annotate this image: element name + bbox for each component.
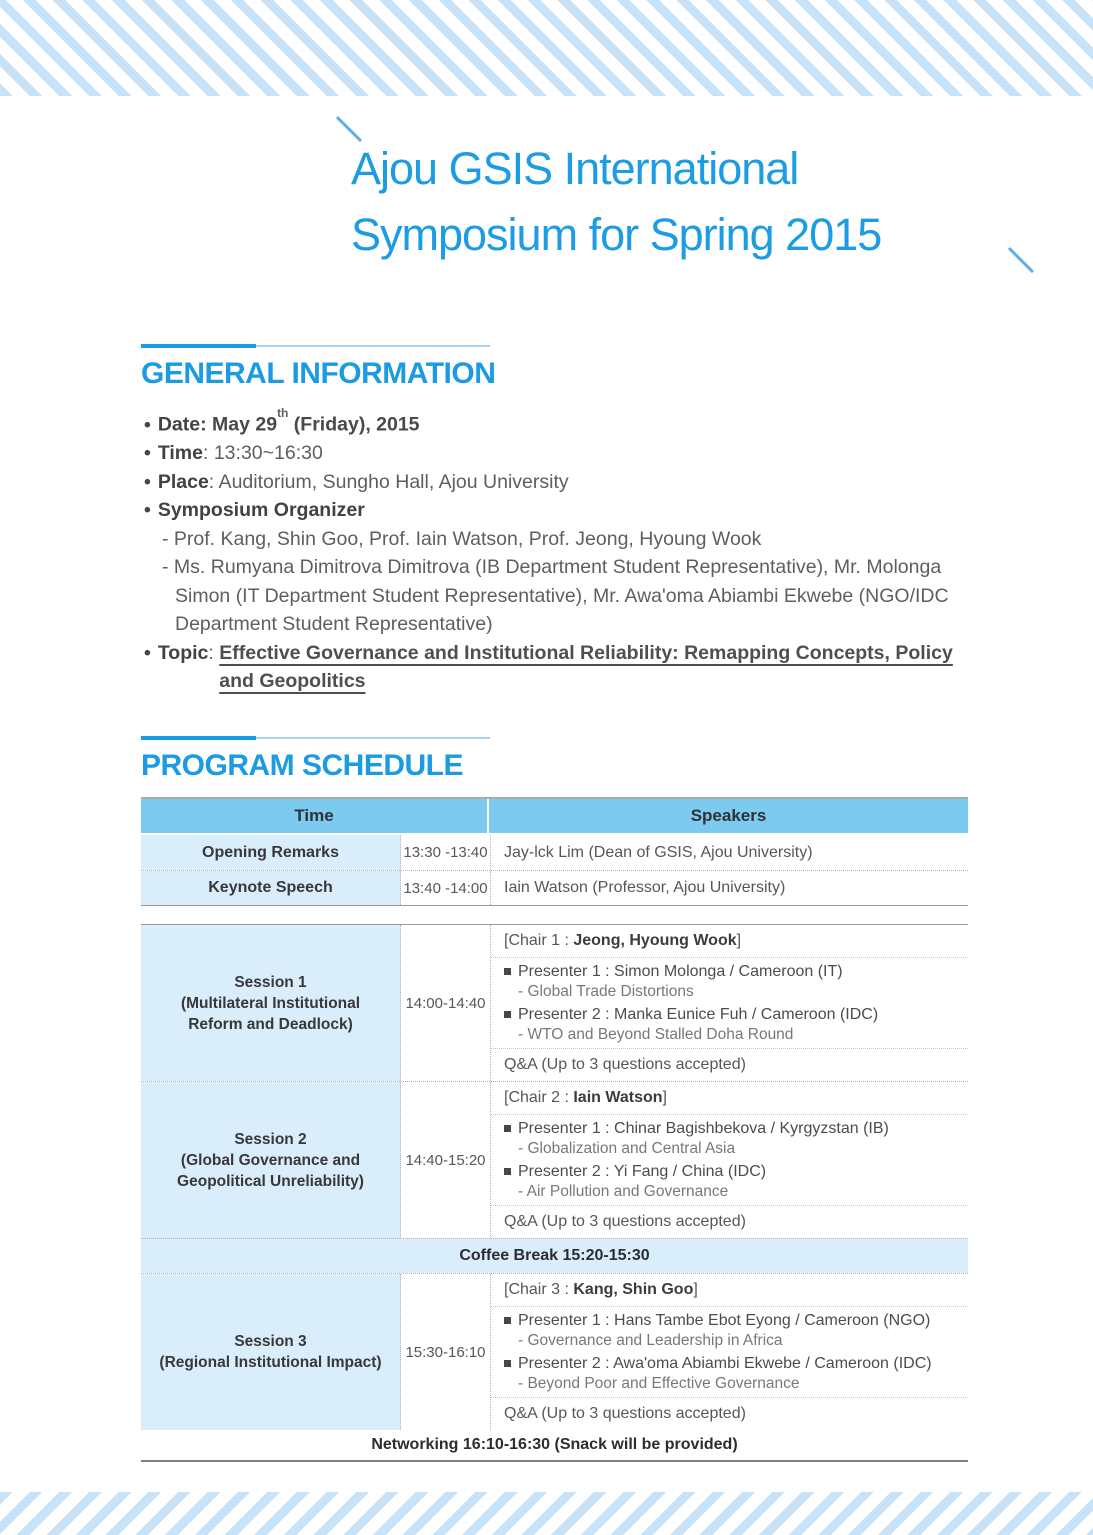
time-label: Time <box>157 442 203 464</box>
presenter-text: Presenter 2 : Manka Eunice Fuh / Cameroon (IDC) <box>518 1006 879 1023</box>
schedule-intro-table <box>141 797 968 906</box>
presenter-topic: - Air Pollution and Governance <box>518 1182 729 1200</box>
square-bullet-icon <box>504 1011 511 1018</box>
row-speaker: Iain Watson (Professor, Ajou University) <box>504 879 786 896</box>
date-ordinal-suffix: th <box>277 406 289 420</box>
session-label-cell <box>141 1082 401 1238</box>
session-name: Session 3 <box>234 1333 307 1350</box>
topic-lead <box>141 639 219 668</box>
row-speaker: Jay-lck Lim (Dean of GSIS, Ajou University) <box>504 843 813 861</box>
page-title <box>351 136 1051 268</box>
presenter-entry <box>504 1006 955 1043</box>
general-information-heading: GENERAL INFORMATION <box>141 357 496 390</box>
organizer-professors: - Prof. Kang, Shin Goo, Prof. Iain Watson, Prof. Jeong, Hyoung Wook <box>162 527 762 550</box>
bullet-dot: • <box>144 413 151 436</box>
topic-colon: : <box>208 641 220 664</box>
date-value-pre: : May 29 <box>200 413 278 436</box>
session-qa-line: Q&A (Up to 3 questions accepted) <box>504 1405 746 1422</box>
rule-thin-segment <box>256 737 490 739</box>
session-name: Session 1 <box>234 973 307 991</box>
session-speakers-cell <box>491 1274 968 1430</box>
session-chair-line <box>491 925 968 958</box>
section-rule <box>141 736 971 740</box>
chair-suffix: ] <box>736 932 742 949</box>
session-time-cell: 14:40-15:20 <box>401 1082 491 1238</box>
chair-name: Kang, Shin Goo <box>573 1281 694 1298</box>
topic-value: Effective Governance and Institutional Reliability: Remapping Concepts, Policy and Geopolitics <box>219 641 953 692</box>
chair-suffix: ] <box>662 1089 667 1106</box>
session-time-cell: 14:00-14:40 <box>401 925 491 1081</box>
bullet-dot: • <box>144 641 151 664</box>
presenter-text: Presenter 1 : Simon Molonga / Cameroon (IT) <box>518 963 843 980</box>
networking-row: Networking 16:10-16:30 (Snack will be provided) <box>371 1436 738 1453</box>
session-presenters <box>491 1307 968 1398</box>
page-title-line2: Symposium for Spring 2015 <box>351 209 882 260</box>
bullet-dot: • <box>144 442 151 464</box>
square-bullet-icon <box>504 1168 511 1175</box>
presenter-topic: - Beyond Poor and Effective Governance <box>518 1374 800 1392</box>
session-subtitle: (Regional Institutional Impact) <box>159 1354 382 1371</box>
table-row-keynote-speech <box>141 870 968 905</box>
session-name: Session 2 <box>234 1130 307 1148</box>
column-header-speakers: Speakers <box>690 806 767 825</box>
session-label-cell <box>141 1274 401 1430</box>
column-header-time: Time <box>141 799 489 833</box>
organizer-label: Symposium Organizer <box>157 499 365 521</box>
square-bullet-icon <box>504 1360 511 1367</box>
rule-thick-segment <box>141 344 256 348</box>
presenter-topic: - WTO and Beyond Stalled Doha Round <box>518 1025 794 1043</box>
presenter-text: Presenter 2 : Yi Fang / China (IDC) <box>518 1163 767 1180</box>
square-bullet-icon <box>504 968 511 975</box>
session-label-cell <box>141 925 401 1081</box>
info-date <box>141 405 971 439</box>
presenter-topic: - Globalization and Central Asia <box>518 1139 736 1157</box>
presenter-entry <box>504 1163 955 1200</box>
session-presenters <box>491 1115 968 1206</box>
chair-prefix: [Chair 1 : <box>504 932 574 949</box>
session-presenters <box>491 958 968 1049</box>
presenter-line <box>504 1163 955 1181</box>
section-rule <box>141 344 971 348</box>
square-bullet-icon <box>504 1317 511 1324</box>
chair-prefix: [Chair 3 : <box>504 1281 574 1298</box>
chair-name: Jeong, Hyoung Wook <box>573 932 737 949</box>
place-label: Place <box>157 470 209 493</box>
chair-name: Iain Watson <box>573 1089 663 1106</box>
place-value: : Auditorium, Sungho Hall, Ajou University <box>208 470 569 493</box>
rule-thick-segment <box>141 736 256 740</box>
info-organizer <box>141 496 971 525</box>
presenter-line <box>504 1312 955 1330</box>
presenter-line <box>504 1120 955 1138</box>
general-info-list <box>141 405 971 696</box>
presenter-topic: - Global Trade Distortions <box>518 982 694 1000</box>
row-time: 13:30 -13:40 <box>401 835 491 870</box>
row-label: Keynote Speech <box>141 871 401 905</box>
presenter-text: Presenter 2 : Awa'oma Abiambi Ekwebe / Cameroon (IDC) <box>518 1355 932 1372</box>
presenter-entry <box>504 963 955 1000</box>
date-label: Date <box>157 413 201 436</box>
chair-prefix: [Chair 2 : <box>504 1089 574 1106</box>
program-schedule-heading: PROGRAM SCHEDULE <box>141 749 464 782</box>
sessions-table <box>141 924 968 1462</box>
bullet-dot: • <box>144 470 151 493</box>
presenter-line <box>504 963 955 981</box>
presenter-entry <box>504 1355 955 1392</box>
row-time: 13:40 -14:00 <box>401 871 491 905</box>
bottom-stripes-decoration <box>0 1492 1093 1535</box>
session-speakers-cell <box>491 925 968 1081</box>
presenter-line <box>504 1006 955 1024</box>
session-time-cell: 15:30-16:10 <box>401 1274 491 1430</box>
chair-suffix: ] <box>693 1281 698 1298</box>
square-bullet-icon <box>504 1125 511 1132</box>
topic-label: Topic <box>157 641 209 664</box>
presenter-entry <box>504 1120 955 1157</box>
program-schedule-section <box>141 736 971 783</box>
row-label: Opening Remarks <box>141 835 401 870</box>
table-row-session-2 <box>141 1081 968 1238</box>
session-chair-line <box>491 1274 968 1307</box>
presenter-text: Presenter 1 : Chinar Bagishbekova / Kyrgyzstan (IB) <box>518 1120 889 1137</box>
session-speakers-cell <box>491 1082 968 1238</box>
coffee-break-row: Coffee Break 15:20-15:30 <box>141 1238 968 1273</box>
session-qa-line: Q&A (Up to 3 questions accepted) <box>504 1213 746 1230</box>
session-chair-line <box>491 1082 968 1115</box>
rule-thin-segment <box>256 345 490 347</box>
session-qa-line: Q&A (Up to 3 questions accepted) <box>504 1056 746 1073</box>
general-information-section <box>141 344 971 696</box>
info-time <box>141 439 971 468</box>
session-subtitle: (Multilateral Institutional Reform and Deadlock) <box>180 994 361 1033</box>
date-value-post: (Friday), 2015 <box>288 413 420 436</box>
info-topic <box>141 639 971 696</box>
session-subtitle: (Global Governance and Geopolitical Unreliability) <box>177 1151 364 1190</box>
bullet-dot: • <box>144 499 151 521</box>
table-row-opening-remarks <box>141 835 968 870</box>
table-row-session-3 <box>141 1273 968 1430</box>
table-row-session-1 <box>141 925 968 1081</box>
page-title-line1: Ajou GSIS International <box>351 143 799 194</box>
info-place <box>141 468 971 497</box>
presenter-text: Presenter 1 : Hans Tambe Ebot Eyong / Cameroon (NGO) <box>518 1312 931 1329</box>
schedule-table-header <box>141 799 968 835</box>
presenter-topic: - Governance and Leadership in Africa <box>518 1331 783 1349</box>
presenter-line <box>504 1355 955 1373</box>
time-value: : 13:30~16:30 <box>203 442 323 464</box>
top-stripes-decoration <box>0 0 1093 96</box>
presenter-entry <box>504 1312 955 1349</box>
organizer-student-reps: - Ms. Rumyana Dimitrova Dimitrova (IB Department Student Representative), Mr. Molonga Simon (IT Department Student Representative), Mr. Awa'oma Abiambi Ekwebe (NGO/IDC Department Student Representative) <box>162 556 949 635</box>
